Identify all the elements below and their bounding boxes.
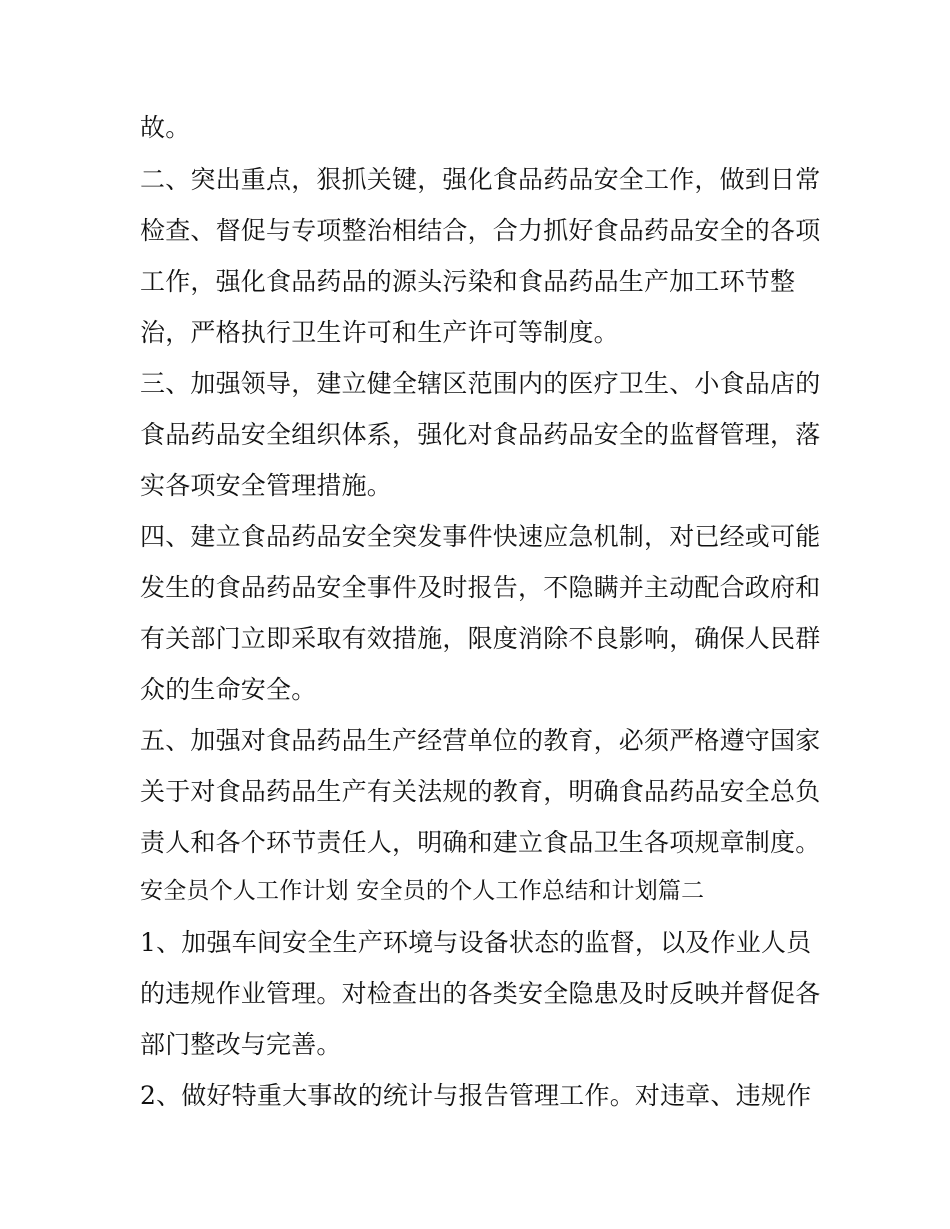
text-line: 五、加强对食品药品生产经营单位的教育，必须严格遵守国家 (140, 726, 821, 755)
section-heading: 安全员个人工作计划 安全员的个人工作总结和计划篇二 (140, 878, 705, 904)
text-line: 二、突出重点，狠抓关键，强化食品药品安全工作，做到日常 (140, 165, 821, 194)
text-line: 实各项安全管理措施。 (140, 471, 393, 500)
text-line: 有关部门立即采取有效措施，限度消除不良影响，确保人民群 (140, 624, 821, 653)
text-line: 发生的食品药品安全事件及时报告，不隐瞒并主动配合政府和 (140, 573, 821, 602)
text-line: 四、建立食品药品安全突发事件快速应急机制，对已经或可能 (140, 522, 821, 551)
text-line: 检查、督促与专项整治相结合，合力抓好食品药品安全的各项 (140, 216, 821, 245)
text-line: 部门整改与完善。 (140, 1030, 342, 1059)
text-line: 治，严格执行卫生许可和生产许可等制度。 (140, 318, 619, 347)
text-line: 的违规作业管理。对检查出的各类安全隐患及时反映并督促各 (140, 979, 821, 1008)
text-line: 三、加强领导，建立健全辖区范围内的医疗卫生、小食品店的 (140, 369, 821, 398)
text-line: 2、做好特重大事故的统计与报告管理工作。对违章、违规作 (140, 1081, 812, 1110)
text-line: 责人和各个环节责任人，明确和建立食品卫生各项规章制度。 (140, 828, 821, 857)
text-line: 故。 (140, 113, 191, 142)
text-line: 关于对食品药品生产有关法规的教育，明确食品药品安全总负 (140, 777, 821, 806)
text-line: 食品药品安全组织体系，强化对食品药品安全的监督管理，落 (140, 420, 821, 449)
text-line: 工作，强化食品药品的源头污染和食品药品生产加工环节整 (140, 267, 796, 296)
text-line: 众的生命安全。 (140, 675, 317, 704)
text-line: 1、加强车间安全生产环境与设备状态的监督，以及作业人员 (140, 928, 812, 957)
